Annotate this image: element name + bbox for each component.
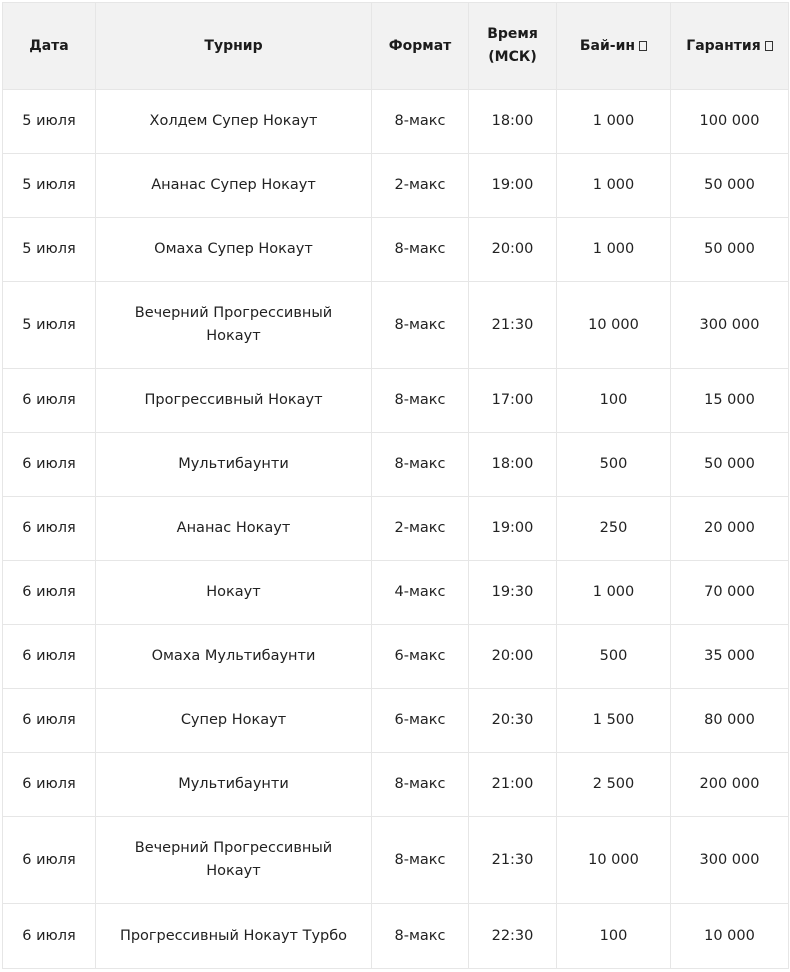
cell-buyin: 100 <box>557 369 671 433</box>
cell-buyin: 1 500 <box>557 689 671 753</box>
cell-format: 2-макс <box>372 497 469 561</box>
cell-date: 6 июля <box>3 753 96 817</box>
cell-time: 19:30 <box>469 561 557 625</box>
cell-buyin: 1 000 <box>557 561 671 625</box>
cell-date: 6 июля <box>3 689 96 753</box>
header-buyin-label: Бай-ин <box>579 37 636 54</box>
cell-format: 8-макс <box>372 90 469 154</box>
table-row <box>3 561 789 625</box>
table-row <box>3 753 789 817</box>
cell-tournament: Ананас Нокаут <box>96 497 372 561</box>
table-row <box>3 369 789 433</box>
cell-tournament: Мультибаунти <box>96 433 372 497</box>
cell-time: 22:30 <box>469 904 557 969</box>
cell-tournament: Омаха Супер Нокаут <box>96 218 372 282</box>
cell-guarantee: 10 000 <box>671 904 789 969</box>
table-row <box>3 154 789 218</box>
cell-guarantee: 35 000 <box>671 625 789 689</box>
cell-tournament: Ананас Супер Нокаут <box>96 154 372 218</box>
header-buyin[interactable] <box>557 3 671 90</box>
cell-buyin: 1 000 <box>557 90 671 154</box>
cell-date: 6 июля <box>3 904 96 969</box>
cell-format: 8-макс <box>372 817 469 904</box>
header-guarantee-label: Гарантия <box>686 37 761 54</box>
header-guarantee[interactable] <box>671 3 789 90</box>
cell-buyin: 100 <box>557 904 671 969</box>
info-icon[interactable] <box>765 41 773 51</box>
cell-format: 4-макс <box>372 561 469 625</box>
table-row <box>3 817 789 904</box>
cell-date: 6 июля <box>3 625 96 689</box>
cell-format: 2-макс <box>372 154 469 218</box>
cell-buyin: 1 000 <box>557 154 671 218</box>
cell-time: 20:30 <box>469 689 557 753</box>
cell-guarantee: 15 000 <box>671 369 789 433</box>
cell-time: 18:00 <box>469 433 557 497</box>
cell-buyin: 500 <box>557 625 671 689</box>
header-time <box>469 3 557 90</box>
cell-date: 6 июля <box>3 561 96 625</box>
cell-guarantee: 300 000 <box>671 817 789 904</box>
cell-tournament: Мультибаунти <box>96 753 372 817</box>
cell-time: 20:00 <box>469 625 557 689</box>
cell-time: 21:30 <box>469 817 557 904</box>
cell-time: 21:30 <box>469 282 557 369</box>
cell-format: 8-макс <box>372 433 469 497</box>
cell-tournament: Вечерний Прогрессивный Нокаут <box>96 282 372 369</box>
cell-date: 5 июля <box>3 282 96 369</box>
cell-format: 8-макс <box>372 753 469 817</box>
cell-tournament: Холдем Супер Нокаут <box>96 90 372 154</box>
cell-buyin: 10 000 <box>557 282 671 369</box>
cell-tournament: Прогрессивный Нокаут Турбо <box>96 904 372 969</box>
header-format: Формат <box>372 3 469 90</box>
cell-tournament: Супер Нокаут <box>96 689 372 753</box>
cell-guarantee: 200 000 <box>671 753 789 817</box>
tournament-table <box>2 2 789 969</box>
info-icon[interactable] <box>639 41 647 51</box>
cell-date: 5 июля <box>3 218 96 282</box>
cell-guarantee: 70 000 <box>671 561 789 625</box>
cell-format: 8-макс <box>372 218 469 282</box>
header-date: Дата <box>3 3 96 90</box>
cell-date: 6 июля <box>3 433 96 497</box>
cell-format: 6-макс <box>372 689 469 753</box>
header-tournament: Турнир <box>96 3 372 90</box>
cell-time: 17:00 <box>469 369 557 433</box>
cell-tournament: Нокаут <box>96 561 372 625</box>
cell-time: 21:00 <box>469 753 557 817</box>
cell-tournament: Омаха Мультибаунти <box>96 625 372 689</box>
cell-date: 6 июля <box>3 369 96 433</box>
cell-guarantee: 50 000 <box>671 154 789 218</box>
cell-guarantee: 100 000 <box>671 90 789 154</box>
cell-buyin: 250 <box>557 497 671 561</box>
cell-date: 6 июля <box>3 817 96 904</box>
table-header-row <box>3 3 789 90</box>
cell-format: 6-макс <box>372 625 469 689</box>
table-row <box>3 90 789 154</box>
cell-format: 8-макс <box>372 282 469 369</box>
cell-time: 19:00 <box>469 497 557 561</box>
table-row <box>3 282 789 369</box>
cell-buyin: 1 000 <box>557 218 671 282</box>
cell-buyin: 2 500 <box>557 753 671 817</box>
table-row <box>3 904 789 969</box>
cell-guarantee: 80 000 <box>671 689 789 753</box>
cell-tournament: Прогрессивный Нокаут <box>96 369 372 433</box>
table-row <box>3 497 789 561</box>
cell-date: 5 июля <box>3 90 96 154</box>
cell-tournament: Вечерний Прогрессивный Нокаут <box>96 817 372 904</box>
cell-format: 8-макс <box>372 369 469 433</box>
cell-time: 18:00 <box>469 90 557 154</box>
cell-buyin: 10 000 <box>557 817 671 904</box>
table-body <box>3 90 789 969</box>
header-time-label: Время (МСК) <box>487 26 538 65</box>
cell-time: 20:00 <box>469 218 557 282</box>
cell-guarantee: 50 000 <box>671 218 789 282</box>
table-row <box>3 689 789 753</box>
cell-buyin: 500 <box>557 433 671 497</box>
cell-date: 5 июля <box>3 154 96 218</box>
cell-guarantee: 20 000 <box>671 497 789 561</box>
cell-date: 6 июля <box>3 497 96 561</box>
cell-guarantee: 300 000 <box>671 282 789 369</box>
cell-time: 19:00 <box>469 154 557 218</box>
table-row <box>3 433 789 497</box>
table-row <box>3 625 789 689</box>
table-row <box>3 218 789 282</box>
cell-format: 8-макс <box>372 904 469 969</box>
cell-guarantee: 50 000 <box>671 433 789 497</box>
